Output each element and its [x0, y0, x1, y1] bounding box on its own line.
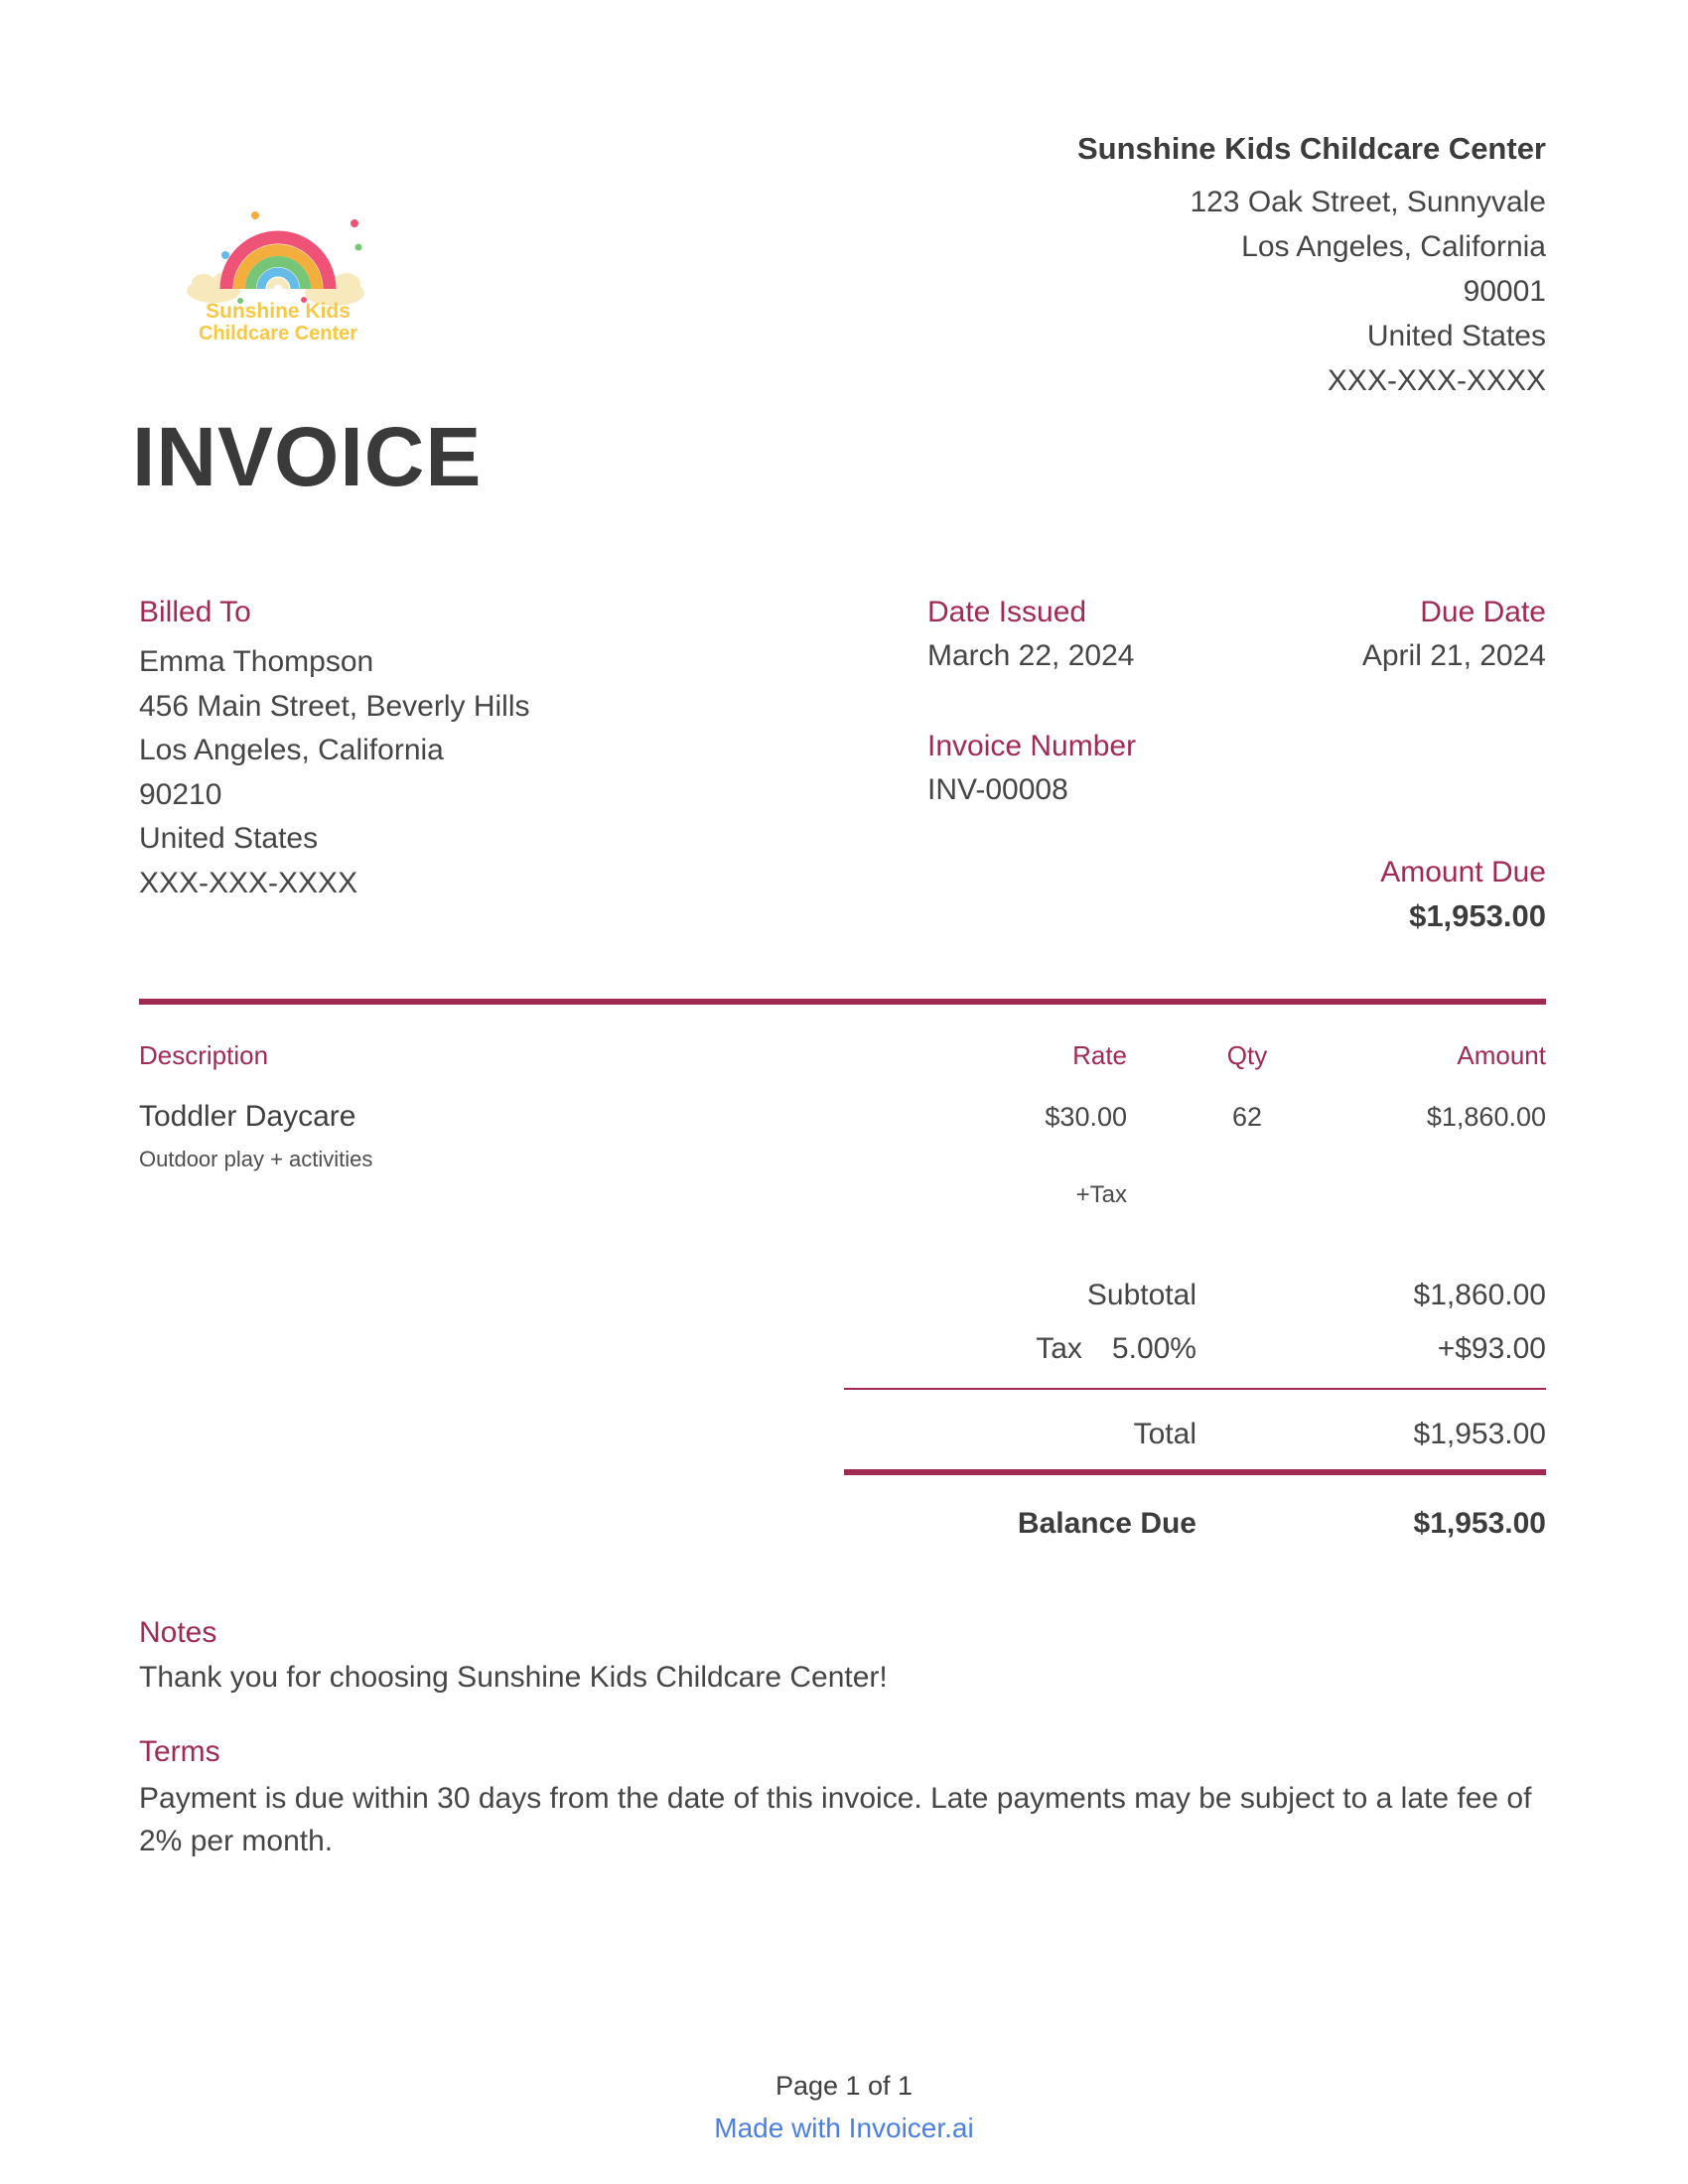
date-issued-value: March 22, 2024 [927, 639, 1135, 672]
rainbow-icon [226, 237, 330, 289]
amount-due-block [1380, 856, 1546, 934]
invoice-number-block [927, 730, 1136, 807]
terms-text: Payment is due within 30 days from the date of this invoice. Late payments may be subject to a late fee of 2% per month. [139, 1782, 1532, 1857]
sunshine-rainbow-logo [184, 204, 372, 347]
invoicer-credit-link[interactable]: Made with Invoicer.ai [714, 2113, 974, 2143]
tax-amount: +$93.00 [1437, 1332, 1546, 1365]
total-value: $1,953.00 [1413, 1418, 1546, 1450]
item-tax-note: +Tax [1075, 1181, 1127, 1208]
billed-to-address-line: Los Angeles, California [139, 734, 444, 766]
column-header-description: Description [139, 1040, 269, 1070]
item-amount: $1,860.00 [1426, 1102, 1546, 1132]
item-description: Toddler Daycare [139, 1100, 356, 1133]
logo-text-line2: Childcare Center [198, 323, 358, 344]
due-date-label: Due Date [1420, 596, 1546, 628]
billed-to-address-line: United States [139, 822, 319, 855]
due-date-block [1362, 596, 1546, 673]
tax-label-row [799, 1332, 1196, 1366]
company-address-line: Los Angeles, California [1241, 230, 1546, 263]
logo-text-line1: Sunshine Kids [206, 300, 351, 323]
company-address-line: 90001 [1463, 275, 1546, 308]
invoice-number-label: Invoice Number [927, 730, 1137, 762]
item-details: Outdoor play + activities [139, 1147, 373, 1171]
billed-to-name: Emma Thompson [139, 645, 374, 678]
item-qty: 62 [1231, 1102, 1263, 1132]
amount-due-value: $1,953.00 [1409, 898, 1546, 933]
balance-due-value: $1,953.00 [1413, 1507, 1546, 1540]
page-indicator: Page 1 of 1 [774, 2071, 914, 2101]
total-label: Total [1133, 1418, 1196, 1450]
company-address-line: 123 Oak Street, Sunnyvale [1190, 186, 1546, 218]
terms-label: Terms [139, 1735, 220, 1768]
billed-to-label: Billed To [139, 596, 251, 628]
totals-thick-divider [844, 1469, 1546, 1475]
table-top-divider [139, 999, 1546, 1005]
column-header-amount: Amount [1457, 1040, 1546, 1070]
page-title: INVOICE [132, 410, 483, 503]
notes-label: Notes [139, 1616, 217, 1649]
billed-to-address-line: 456 Main Street, Beverly Hills [139, 689, 530, 723]
billed-to-phone: XXX-XXX-XXXX [139, 866, 358, 899]
subtotal-value: $1,860.00 [1413, 1279, 1546, 1311]
tax-label: Tax [1036, 1332, 1082, 1365]
balance-due-label: Balance Due [1017, 1507, 1196, 1540]
invoice-number-value: INV-00008 [927, 773, 1068, 806]
notes-text: Thank you for choosing Sunshine Kids Childcare Center! [139, 1661, 888, 1694]
column-header-qty: Qty [1226, 1040, 1268, 1070]
billed-to-address-line: 90210 [139, 777, 222, 811]
company-phone: XXX-XXX-XXXX [1327, 364, 1546, 397]
item-rate: $30.00 [1045, 1102, 1127, 1132]
subtotal-label: Subtotal [1086, 1279, 1196, 1311]
totals-thin-divider [844, 1388, 1546, 1390]
due-date-value: April 21, 2024 [1361, 639, 1546, 672]
date-issued-block [927, 596, 1134, 673]
amount-due-label: Amount Due [1380, 856, 1546, 888]
date-issued-label: Date Issued [927, 596, 1087, 628]
company-name: Sunshine Kids Childcare Center [1077, 131, 1546, 166]
billed-to-block [139, 596, 530, 905]
company-block [1077, 131, 1546, 403]
tax-rate: 5.00% [1111, 1332, 1196, 1365]
company-address-line: United States [1366, 320, 1546, 352]
column-header-rate: Rate [1072, 1040, 1127, 1070]
